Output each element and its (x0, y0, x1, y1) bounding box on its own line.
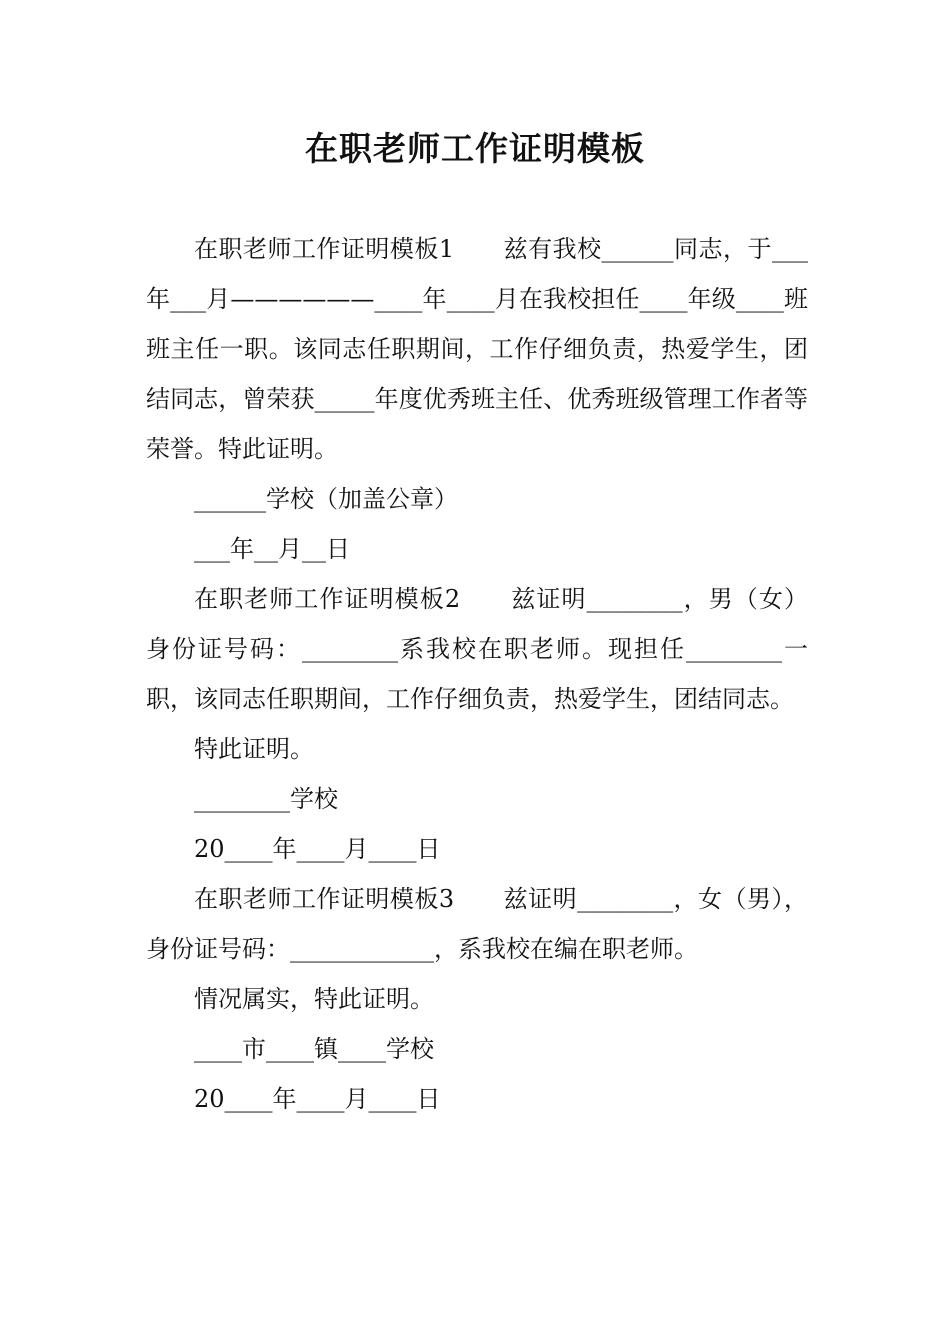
template-1-paragraph: 在职老师工作证明模板1 兹有我校______同志，于___年___月——————____年____月在我校担任____年级____班班主任一职。该同志任职期间，工作仔细负责，热爱学生，团结同志，曾荣获_____年度优秀班主任、优秀班级管理工作者等荣誉。特此证明。 (146, 235, 808, 463)
document-title: 在职老师工作证明模板 (305, 129, 645, 168)
template-2-closing: 特此证明。 (194, 735, 314, 763)
document-body (146, 224, 808, 1124)
template-2-school-signature: ________学校 (194, 785, 338, 813)
template-3-paragraph: 在职老师工作证明模板3 兹证明________，女（男），身份证号码：____________，系我校在编在职老师。 (146, 885, 808, 963)
template-1-school-signature: ______学校（加盖公章） (194, 485, 458, 513)
template-1-date: ___年__月__日 (194, 535, 350, 563)
template-3-closing: 情况属实，特此证明。 (194, 985, 434, 1013)
template-3-school-signature: ____市____镇____学校 (194, 1035, 434, 1063)
template-2-paragraph: 在职老师工作证明模板2 兹证明________，男（女）身份证号码：________系我校在职老师。现担任________一职，该同志任职期间，工作仔细负责，热爱学生，团结同志。 (146, 585, 808, 713)
template-2-date: 20____年____月____日 (194, 835, 441, 863)
template-3-date: 20____年____月____日 (194, 1085, 441, 1113)
